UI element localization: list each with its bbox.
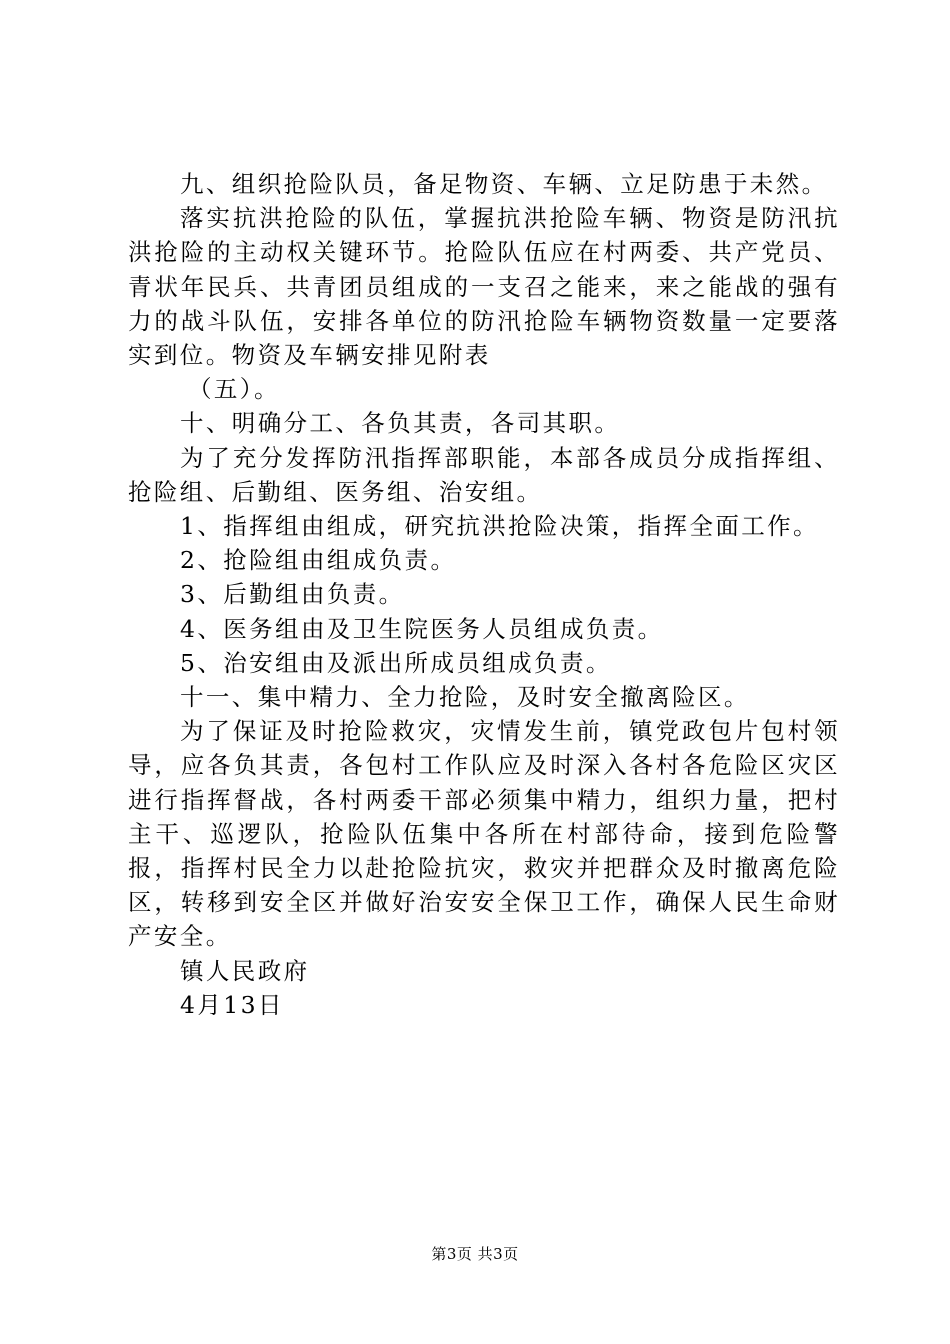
signature-organization: 镇人民政府 — [180, 956, 310, 985]
list-item: 4、医务组由及卫生院医务人员组成负责。 — [180, 614, 664, 643]
page-footer: 第3页 共3页 — [431, 1245, 519, 1263]
body-paragraph: 为了充分发挥防汛指挥部职能，本部各成员分成指挥组、抢险组、后勤组、医务组、治安组。 — [128, 443, 840, 506]
body-paragraph: 为了保证及时抢险救灾，灾情发生前，镇党政包片包村领导，应各负其责，各包村工作队应及时深入各村各危险区灾区进行指挥督战，各村两委干部必须集中精力，组织力量，把村主干、巡逻队，抢险队伍集中各所在村部待命，接到危险警报，指挥村民全力以赴抢险抗灾，救灾并把群众及时撤离危险区，转移到安全区并做好治安安全保卫工作，确保人民生命财产安全。 — [128, 717, 840, 951]
body-paragraph: 落实抗洪抢险的队伍，掌握抗洪抢险车辆、物资是防汛抗洪抢险的主动权关键环节。抢险队伍应在村两委、共产党员、青状年民兵、共青团员组成的一支召之能来，来之能战的强有力的战斗队伍，安排各单位的防汛抢险车辆物资数量一定要落实到位。物资及车辆安排见附表 — [128, 204, 840, 370]
section-heading-11: 十一、集中精力、全力抢险，及时安全撤离险区。 — [180, 683, 750, 712]
list-item: 3、后勤组由负责。 — [180, 580, 405, 609]
section-heading-9: 九、组织抢险队员，备足物资、车辆、立足防患于未然。 — [180, 170, 828, 198]
section-heading-10: 十、明确分工、各负其责，各司其职。 — [180, 409, 621, 438]
list-item: 5、治安组由及派出所成员组成负责。 — [180, 648, 612, 677]
body-paragraph: （五）。 — [188, 375, 280, 404]
list-item: 1、指挥组由组成，研究抗洪抢险决策，指挥全面工作。 — [180, 512, 819, 541]
document-body — [128, 167, 840, 1022]
list-item: 2、抢险组由组成负责。 — [180, 546, 457, 575]
signature-date: 4月13日 — [180, 990, 284, 1019]
